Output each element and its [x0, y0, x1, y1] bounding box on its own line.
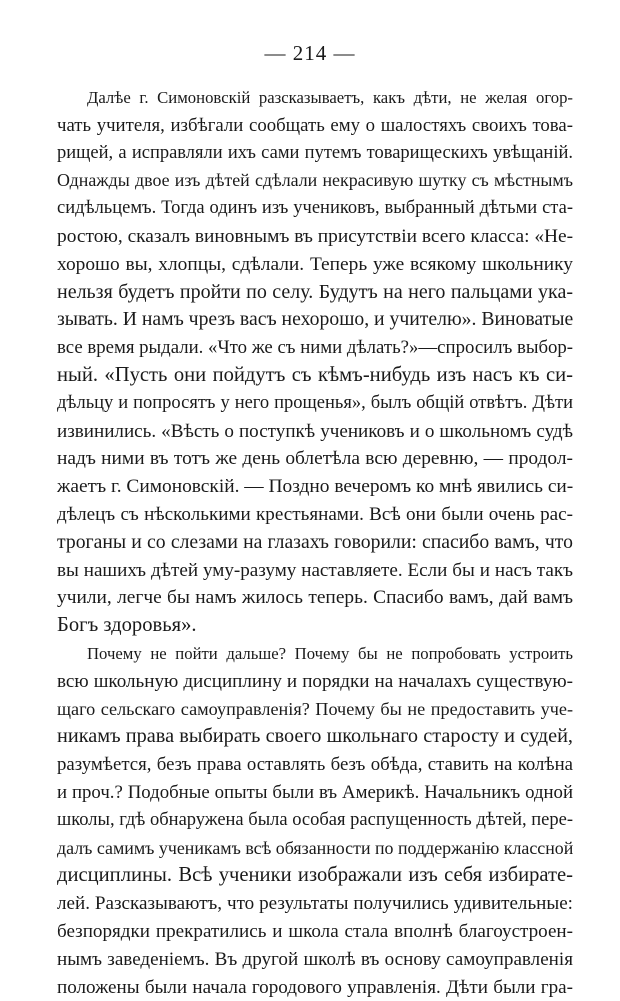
text-line: все время рыдали. «Что же съ ними дѣлать?»—спросилъ выбор- [57, 334, 573, 362]
text-line: лей. Разсказываютъ, что результаты получились удивительные: [57, 890, 573, 918]
text-line: разумѣется, безъ права оставлять безъ обѣда, ставить на колѣна [57, 751, 573, 779]
text-line: хорошо вы, хлопцы, сдѣлали. Теперь уже всякому школьнику [57, 251, 573, 279]
text-line: чать учителя, избѣгали сообщать ему о шалостяхъ своихъ това- [57, 112, 573, 140]
text-line: никамъ права выбирать своего школьнаго старосту и судей, [57, 723, 573, 751]
text-line: жаетъ г. Симоновскій. — Поздно вечеромъ ко мнѣ явились си- [57, 473, 573, 501]
text-line: Почему не пойти дальше? Почему бы не попробовать устроить [57, 640, 573, 668]
text-line: вы нашихъ дѣтей уму-разуму наставляете. Если бы и насъ такъ [57, 557, 573, 585]
text-line: ный. «Пусть они пойдутъ съ кѣмъ-нибудь изъ насъ къ си- [57, 362, 573, 390]
text-line: дисциплины. Всѣ ученики изображали изъ себя избирате- [57, 862, 573, 890]
text-line: щаго сельскаго самоуправленія? Почему бы не предоставить уче- [57, 696, 573, 724]
text-line: троганы и со слезами на глазахъ говорили: спасибо вамъ, что [57, 529, 573, 557]
text-line: положены были начала городового управленія. Дѣти были гра- [57, 974, 573, 1001]
text-line: извинились. «Вѣсть о поступкѣ учениковъ и о школьномъ судѣ [57, 418, 573, 446]
text-line: Богъ здоровья». [57, 612, 573, 640]
text-line: всю школьную дисциплину и порядки на началахъ существую- [57, 668, 573, 696]
text-line: далъ самимъ ученикамъ всѣ обязанности по поддержанію классной [57, 835, 573, 863]
page-number: — 214 — [0, 40, 620, 66]
body-text [57, 84, 573, 1001]
text-line: Далѣе г. Симоновскій разсказываетъ, какъ дѣти, не желая огор- [57, 84, 573, 112]
text-line: сидѣльцемъ. Тогда одинъ изъ учениковъ, выбранный дѣтьми ста- [57, 195, 573, 223]
text-line: ростою, сказалъ виновнымъ въ присутствіи всего класса: «Не- [57, 223, 573, 251]
text-line: нельзя будетъ пройти по селу. Будутъ на него пальцами ука- [57, 279, 573, 307]
text-line: и проч.? Подобные опыты были въ Америкѣ. Начальникъ одной [57, 779, 573, 807]
paragraph-1 [57, 84, 573, 640]
text-line: надъ ними въ тотъ же день облетѣла всю деревню, — продол- [57, 445, 573, 473]
text-line: школы, гдѣ обнаружена была особая распущенность дѣтей, пере- [57, 807, 573, 835]
text-line: учили, легче бы намъ жилось теперь. Спасибо вамъ, дай вамъ [57, 584, 573, 612]
text-line: рищей, а исправляли ихъ сами путемъ товарищескихъ увѣщаній. [57, 140, 573, 168]
text-line: Однажды двое изъ дѣтей сдѣлали некрасивую шутку съ мѣстнымъ [57, 167, 573, 195]
text-line: дѣльцу и попросятъ у него прощенья», былъ общій отвѣтъ. Дѣти [57, 390, 573, 418]
text-line: дѣлецъ съ нѣсколькими крестьянами. Всѣ они были очень рас- [57, 501, 573, 529]
paragraph-2 [57, 640, 573, 1001]
text-line: нымъ заведеніемъ. Въ другой школѣ въ основу самоуправленія [57, 946, 573, 974]
text-line: зывать. И намъ чрезъ васъ нехорошо, и учителю». Виноватые [57, 306, 573, 334]
text-line: безпорядки прекратились и школа стала вполнѣ благоустроен- [57, 918, 573, 946]
